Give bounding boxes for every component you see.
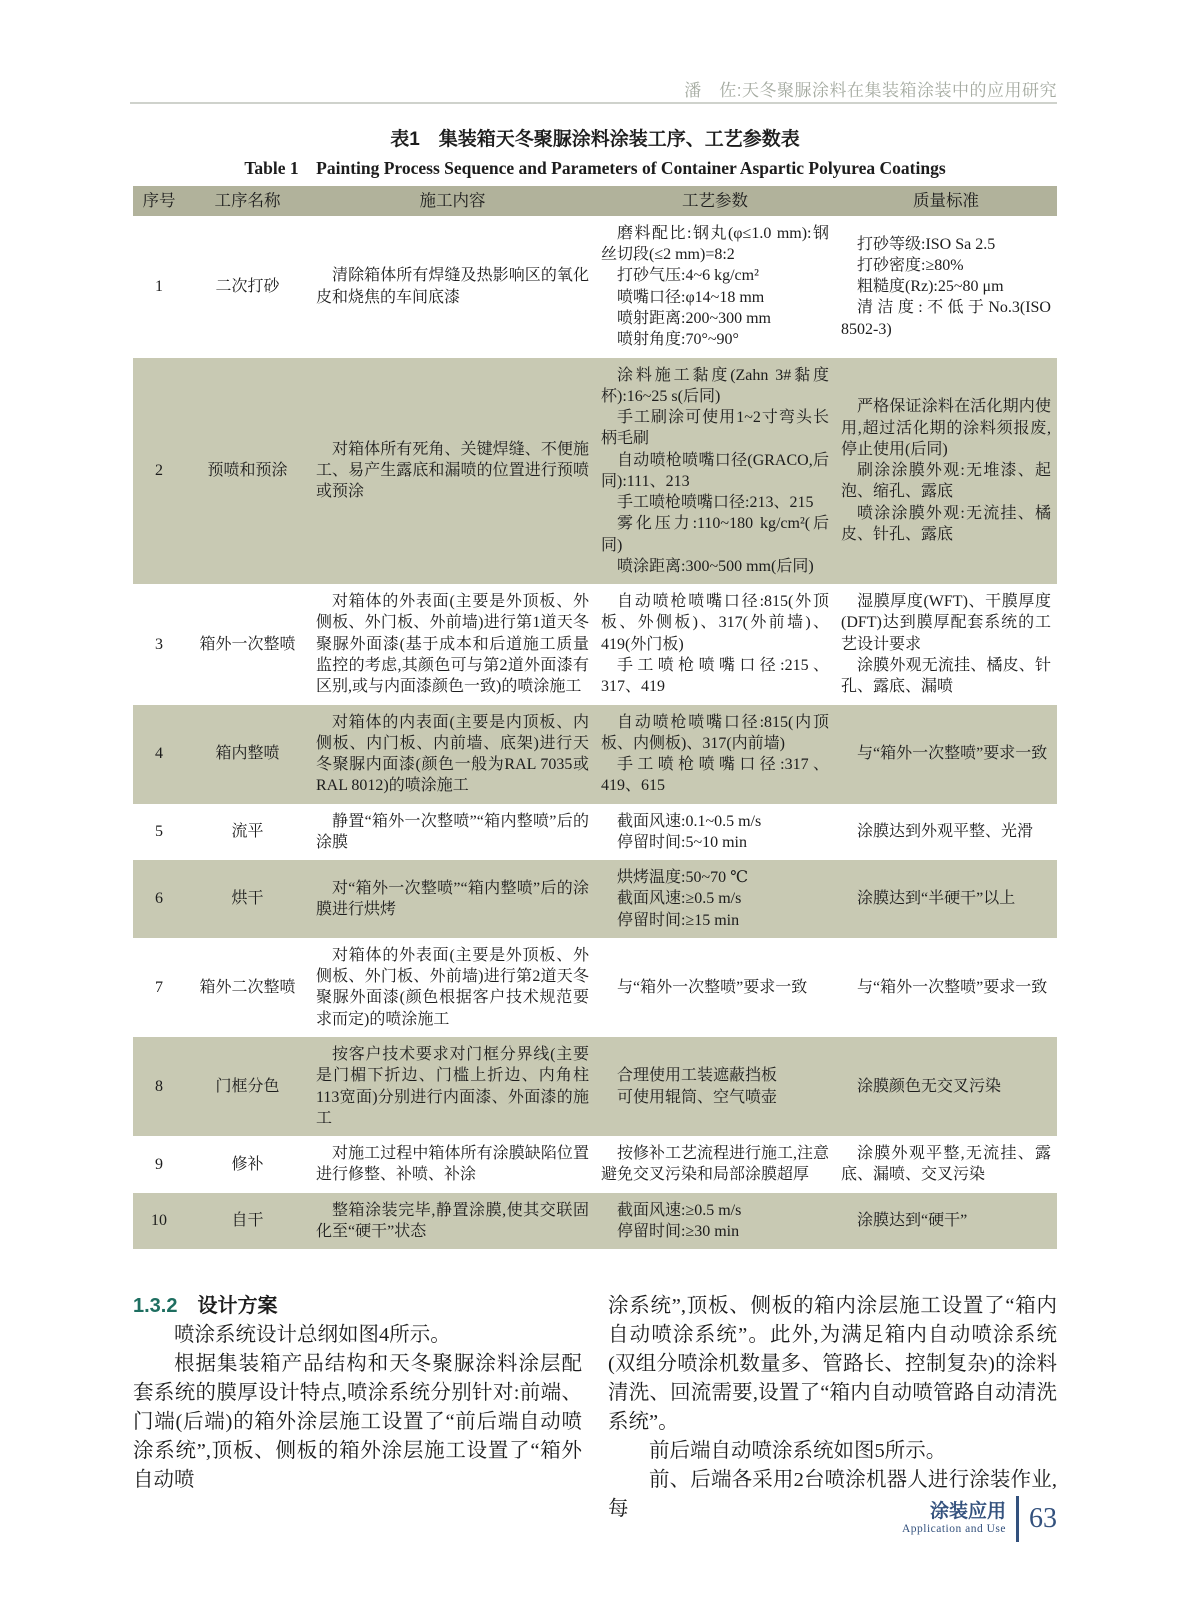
cell-paragraph: 清洁度:不低于No.3(ISO 8502-3): [841, 299, 1051, 338]
row-content: [310, 804, 595, 861]
cell-paragraph: 湿膜厚度(WFT)、干膜厚度(DFT)达到膜厚配套系统的工艺设计要求: [841, 593, 1051, 653]
row-params: [595, 1037, 835, 1136]
cell-paragraph: 自动喷枪喷嘴口径(GRACO,后同):111、213: [601, 451, 829, 490]
body-paragraph: 根据集装箱产品结构和天冬聚脲涂料涂层配套系统的膜厚设计特点,喷涂系统分别针对:前端、门端(后端)的箱外涂层施工设置了“前后端自动喷涂系统”,顶板、侧板的箱外涂层施工设置了“箱外自动喷: [133, 1353, 582, 1491]
cell-paragraph: 与“箱外一次整喷”要求一致: [857, 978, 1048, 996]
row-content: [310, 1136, 595, 1193]
cell-paragraph: 手工喷枪喷嘴口径:213、215: [617, 494, 814, 512]
cell-paragraph: 按修补工艺流程进行施工,注意避免交叉污染和局部涂膜超厚: [601, 1145, 830, 1184]
footer-divider-bar: [1016, 1496, 1019, 1542]
cell-paragraph: 打砂等级:ISO Sa 2.5: [857, 235, 996, 253]
cell-paragraph: 停留时间:5~10 min: [617, 833, 747, 851]
section-number: 1.3.2: [133, 1295, 178, 1317]
row-params: [595, 358, 835, 585]
cell-paragraph: 停留时间:≥15 min: [617, 911, 740, 929]
row-params: [595, 216, 835, 358]
cell-paragraph: 严格保证涂料在活化期内使用,超过活化期的涂料须报废,停止使用(后同): [841, 398, 1051, 458]
col-header-process-name: 工序名称: [185, 186, 310, 216]
row-content: [310, 1193, 595, 1250]
cell-paragraph: 与“箱外一次整喷”要求一致: [617, 978, 808, 996]
row-seq: 4: [133, 705, 185, 804]
row-params: [595, 705, 835, 804]
row-seq: 1: [155, 278, 163, 296]
row-content: [310, 1037, 595, 1136]
section-title: 设计方案: [197, 1295, 278, 1317]
table-row: [133, 1193, 1057, 1250]
process-table-body: [133, 216, 1057, 1249]
row-content: [310, 860, 595, 938]
row-content: [310, 216, 595, 358]
cell-paragraph: 涂膜达到“半硬干”以上: [857, 890, 1016, 908]
cell-paragraph: 雾化压力:110~180 kg/cm²(后同): [601, 515, 829, 554]
row-seq: 9: [155, 1155, 163, 1173]
cell-paragraph: 截面风速:≥0.5 m/s: [617, 1201, 742, 1219]
section-heading: [133, 1292, 582, 1321]
cell-paragraph: 静置“箱外一次整喷”“箱内整喷”后的涂膜: [316, 812, 589, 851]
cell-paragraph: 自动喷枪喷嘴口径:815(内顶板、内侧板)、317(内前墙): [601, 713, 829, 752]
row-quality: [835, 804, 1057, 861]
page-number: 63: [1029, 1503, 1057, 1534]
row-process-name: 自干: [185, 1193, 310, 1250]
table-row: [133, 1136, 1057, 1193]
cell-paragraph: 合理使用工装遮蔽挡板: [617, 1067, 778, 1085]
right-paragraphs: [608, 1292, 1057, 1524]
table-row: [133, 804, 1057, 861]
cell-paragraph: 截面风速:0.1~0.5 m/s: [617, 812, 762, 830]
cell-paragraph: 对箱体的外表面(主要是外顶板、外侧板、外门板、外前墙)进行第2道天冬聚脲外面漆(颜色根据客户技术规范要求而定)的喷涂施工: [316, 946, 589, 1028]
row-content: [310, 938, 595, 1037]
cell-paragraph: 对箱体所有死角、关键焊缝、不便施工、易产生露底和漏喷的位置进行预喷或预涂: [316, 440, 589, 501]
body-paragraph: 前后端自动喷涂系统如图5所示。: [649, 1440, 947, 1462]
cell-paragraph: 自动喷枪喷嘴口径:815(外顶板、外侧板)、317(外前墙)、419(外门板): [601, 593, 829, 653]
footer-section-en: Application and Use: [901, 1523, 1006, 1536]
row-quality: [835, 358, 1057, 585]
row-params: [595, 584, 835, 704]
body-paragraph: 涂系统”,顶板、侧板的箱内涂层施工设置了“箱内自动喷涂系统”。此外,为满足箱内自动喷涂系统(双组分喷涂机数量多、管路长、控制复杂)的涂料清洗、回流需要,设置了“箱内自动喷管路自动清洗系统”。: [608, 1295, 1057, 1433]
left-paragraphs: [133, 1321, 582, 1495]
table-row: [133, 216, 1057, 358]
cell-paragraph: 整箱涂装完毕,静置涂膜,使其交联固化至“硬干”状态: [316, 1201, 589, 1240]
footer-section-cn: 涂装应用: [929, 1501, 1006, 1523]
header-divider: [130, 102, 1057, 104]
row-process-name: 预喷和预涂: [185, 358, 310, 585]
row-seq: 5: [155, 823, 163, 841]
process-parameters-table: [133, 186, 1057, 1249]
cell-paragraph: 对箱体的内表面(主要是内顶板、内侧板、内门板、内前墙、底架)进行天冬聚脲内面漆(颜色一般为RAL 7035或RAL 8012)的喷涂施工: [316, 713, 589, 795]
row-seq: 10: [133, 1193, 185, 1250]
row-seq: 8: [133, 1037, 185, 1136]
row-process-name: 箱外二次整喷: [199, 978, 296, 996]
text-column-right: [608, 1292, 1057, 1524]
cell-paragraph: 涂膜达到外观平整、光滑: [857, 823, 1034, 841]
cell-paragraph: 打砂气压:4~6 kg/cm²: [617, 267, 759, 285]
cell-paragraph: 清除箱体所有焊缝及热影响区的氧化皮和烧焦的车间底漆: [316, 267, 589, 306]
cell-paragraph: 粗糙度(Rz):25~80 μm: [857, 278, 1004, 296]
row-params: [595, 938, 835, 1037]
row-process-name: 箱内整喷: [185, 705, 310, 804]
cell-paragraph: 对箱体的外表面(主要是外顶板、外侧板、外门板、外前墙)进行第1道天冬聚脲外面漆(基于成本和后道施工质量监控的考虑,其颜色可与第2道外面漆有区别,或与内面漆颜色一致)的喷涂施工: [316, 593, 589, 696]
cell-paragraph: 喷射距离:200~300 mm: [617, 310, 771, 327]
row-content: [310, 584, 595, 704]
row-seq: 7: [155, 978, 163, 996]
table-title-cn: 表1 集装箱天冬聚脲涂料涂装工序、工艺参数表: [390, 129, 800, 150]
table-row: [133, 358, 1057, 585]
cell-paragraph: 停留时间:≥30 min: [617, 1222, 740, 1240]
row-params: [595, 860, 835, 938]
cell-paragraph: 磨料配比:钢丸(φ≤1.0 mm):钢丝切段(≤2 mm)=8:2: [601, 224, 829, 264]
table-row: [133, 860, 1057, 938]
table-row: [133, 584, 1057, 704]
cell-paragraph: 打砂密度:≥80%: [857, 256, 964, 274]
col-header-params: 工艺参数: [595, 186, 835, 216]
row-quality: [835, 584, 1057, 704]
cell-paragraph: 涂膜外观无流挂、橘皮、针孔、露底、漏喷: [841, 656, 1051, 696]
cell-paragraph: 涂膜颜色无交叉污染: [857, 1077, 1002, 1095]
row-process-name: 二次打砂: [215, 278, 280, 296]
col-header-content: 施工内容: [310, 186, 595, 216]
row-content: [310, 358, 595, 585]
row-quality: [835, 1193, 1057, 1250]
row-params: [595, 804, 835, 861]
cell-paragraph: 与“箱外一次整喷”要求一致: [857, 745, 1048, 763]
cell-paragraph: 涂膜外观平整,无流挂、露底、漏喷、交叉污染: [841, 1145, 1051, 1184]
cell-paragraph: 可使用辊筒、空气喷壶: [617, 1088, 778, 1106]
row-params: [595, 1193, 835, 1250]
cell-paragraph: 刷涂涂膜外观:无堆漆、起泡、缩孔、露底: [841, 462, 1051, 501]
cell-paragraph: 喷嘴口径:φ14~18 mm: [617, 288, 765, 306]
table-row: [133, 705, 1057, 804]
body-text-section: [133, 1292, 1057, 1524]
row-process-name: 修补: [231, 1155, 264, 1173]
row-quality: [835, 938, 1057, 1037]
cell-paragraph: 喷射角度:70°~90°: [617, 331, 739, 349]
cell-paragraph: 喷涂涂膜外观:无流挂、橘皮、针孔、露底: [841, 504, 1051, 544]
row-process-name: 门框分色: [185, 1037, 310, 1136]
cell-paragraph: 涂料施工黏度(Zahn 3#黏度杯):16~25 s(后同): [601, 366, 829, 405]
cell-paragraph: 喷涂距离:300~500 mm(后同): [617, 557, 814, 575]
table-row: [133, 938, 1057, 1037]
row-quality: [835, 860, 1057, 938]
cell-paragraph: 烘烤温度:50~70 ℃: [617, 869, 749, 887]
cell-paragraph: 手工喷枪喷嘴口径:215、317、419: [601, 656, 829, 696]
row-quality: [835, 705, 1057, 804]
body-paragraph: 喷涂系统设计总纲如图4所示。: [174, 1324, 451, 1346]
cell-paragraph: 按客户技术要求对门框分界线(主要是门楣下折边、门槛上折边、内角柱113宽面)分别进行内面漆、外面漆的施工: [316, 1045, 589, 1127]
col-header-quality: 质量标准: [835, 186, 1057, 216]
cell-paragraph: 对“箱外一次整喷”“箱内整喷”后的涂膜进行烘烤: [316, 879, 589, 918]
table-header-row: [133, 186, 1057, 216]
col-header-seq: 序号: [133, 186, 185, 216]
body-paragraph: 前、后端各采用2台喷涂机器人进行涂装作业,每: [608, 1469, 1057, 1520]
table-title-en: Table 1 Painting Process Sequence and Parameters of Container Aspartic Polyurea Coatings: [244, 158, 946, 178]
row-quality: [835, 1037, 1057, 1136]
row-process-name: 流平: [231, 823, 264, 841]
row-seq: 6: [133, 860, 185, 938]
row-process-name: 箱外一次整喷: [199, 635, 296, 653]
cell-paragraph: 手工刷涂可使用1~2寸弯头长柄毛刷: [601, 409, 829, 448]
cell-paragraph: 截面风速:≥0.5 m/s: [617, 890, 742, 908]
table-row: [133, 1037, 1057, 1136]
text-column-left: [133, 1292, 582, 1524]
row-params: [595, 1136, 835, 1193]
cell-paragraph: 手工喷枪喷嘴口径:317、419、615: [601, 756, 829, 795]
row-content: [310, 705, 595, 804]
row-process-name: 烘干: [185, 860, 310, 938]
page-footer: [902, 1496, 1057, 1542]
row-quality: [835, 1136, 1057, 1193]
row-seq: 3: [155, 635, 163, 653]
row-quality: [835, 216, 1057, 358]
running-head: 潘 佐:天冬聚脲涂料在集装箱涂装中的应用研究: [684, 81, 1057, 100]
cell-paragraph: 对施工过程中箱体所有涂膜缺陷位置进行修整、补喷、补涂: [316, 1145, 589, 1184]
row-seq: 2: [133, 358, 185, 585]
cell-paragraph: 涂膜达到“硬干”: [857, 1212, 968, 1230]
